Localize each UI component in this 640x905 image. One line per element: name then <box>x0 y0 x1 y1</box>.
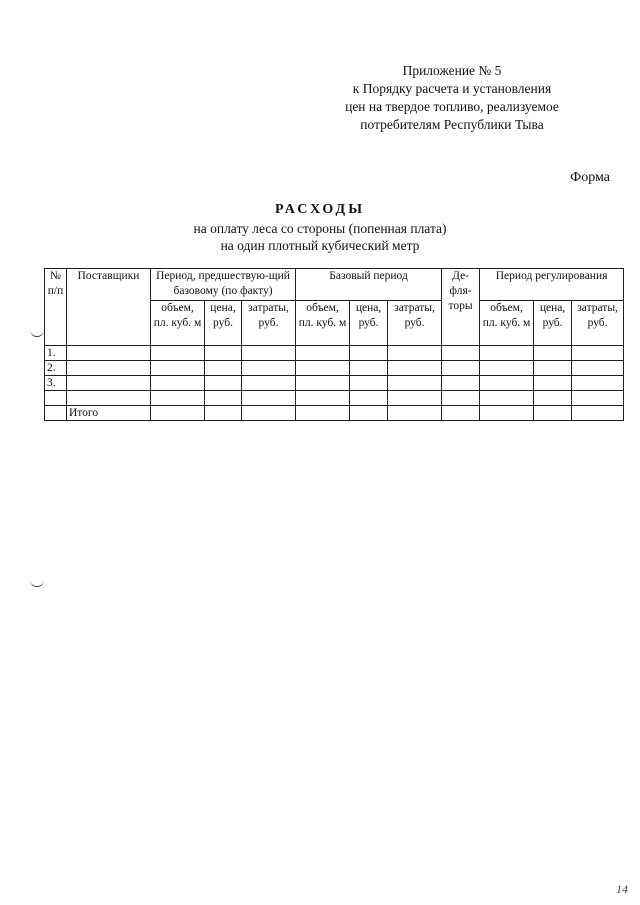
subheader-base-price: цена, руб. <box>350 301 388 346</box>
subtitle-line-2: на один плотный кубический метр <box>220 238 420 253</box>
table-cell <box>350 376 388 391</box>
table-row <box>45 346 624 361</box>
subheader-base-volume: объем, пл. куб. м <box>296 301 350 346</box>
header-suppliers: Поставщики <box>67 269 151 346</box>
table-cell <box>534 346 572 361</box>
table-cell <box>350 361 388 376</box>
table-cell <box>242 391 296 406</box>
subheader-prev-price: цена, руб. <box>205 301 242 346</box>
table-cell <box>242 361 296 376</box>
table-cell <box>442 361 480 376</box>
appendix-note <box>302 62 602 134</box>
appendix-line-2: к Порядку расчета и установления <box>352 81 552 96</box>
subheader-base-cost: затраты, руб. <box>388 301 442 346</box>
row-num <box>45 406 67 421</box>
table-cell <box>480 376 534 391</box>
header-period-base: Базовый период <box>296 269 442 301</box>
table-cell <box>242 346 296 361</box>
binding-hole-mark <box>30 578 44 587</box>
table-cell <box>534 406 572 421</box>
subheader-reg-cost: затраты, руб. <box>572 301 624 346</box>
table-cell <box>151 346 205 361</box>
table-cell <box>442 346 480 361</box>
document-subtitle <box>0 220 640 254</box>
table-cell <box>572 391 624 406</box>
appendix-line-4: потребителям Республики Тыва <box>360 117 544 132</box>
table-row-total <box>45 406 624 421</box>
table-cell <box>205 391 242 406</box>
table-cell <box>388 406 442 421</box>
header-period-reg: Период регулирования <box>480 269 624 301</box>
expenses-table <box>44 268 624 421</box>
table-cell <box>480 361 534 376</box>
row-supplier <box>67 391 151 406</box>
header-row-1 <box>45 269 624 301</box>
appendix-line-1: Приложение № 5 <box>402 63 502 78</box>
table-cell <box>572 346 624 361</box>
table-cell <box>534 391 572 406</box>
table-cell <box>296 376 350 391</box>
subheader-reg-volume: объем, пл. куб. м <box>480 301 534 346</box>
table-cell <box>350 406 388 421</box>
table-cell <box>442 406 480 421</box>
header-deflators: Де-фля-торы <box>442 269 480 346</box>
table-cell <box>480 346 534 361</box>
row-supplier <box>67 376 151 391</box>
table-cell <box>442 376 480 391</box>
table-cell <box>350 346 388 361</box>
table-cell <box>388 346 442 361</box>
row-total-label: Итого <box>67 406 151 421</box>
table-cell <box>388 391 442 406</box>
header-period-prev: Период, предшествую-щий базовому (по факту) <box>151 269 296 301</box>
row-num <box>45 391 67 406</box>
table-cell <box>205 361 242 376</box>
subheader-prev-cost: затраты, руб. <box>242 301 296 346</box>
table-cell <box>296 346 350 361</box>
table-cell <box>534 376 572 391</box>
table-cell <box>205 406 242 421</box>
table-cell <box>572 406 624 421</box>
form-label: Форма <box>570 170 610 185</box>
table-cell <box>296 406 350 421</box>
header-num: № п/п <box>45 269 67 346</box>
table-cell <box>151 391 205 406</box>
table-cell <box>572 376 624 391</box>
row-num: 1. <box>45 346 67 361</box>
table-row <box>45 361 624 376</box>
table-cell <box>296 361 350 376</box>
table-cell <box>480 406 534 421</box>
table-cell <box>388 361 442 376</box>
row-num: 3. <box>45 376 67 391</box>
table-cell <box>480 391 534 406</box>
row-num: 2. <box>45 361 67 376</box>
table-row <box>45 391 624 406</box>
subheader-reg-price: цена, руб. <box>534 301 572 346</box>
table-cell <box>572 361 624 376</box>
document-title: РАСХОДЫ <box>275 202 365 217</box>
page-number: 14 <box>616 882 628 896</box>
binding-hole-mark <box>30 328 44 337</box>
table-cell <box>205 346 242 361</box>
table-cell <box>296 391 350 406</box>
table-cell <box>151 406 205 421</box>
appendix-line-3: цен на твердое топливо, реализуемое <box>345 99 559 114</box>
table-cell <box>388 376 442 391</box>
table-cell <box>534 361 572 376</box>
table-cell <box>242 376 296 391</box>
table-cell <box>151 361 205 376</box>
table-cell <box>242 406 296 421</box>
row-supplier <box>67 361 151 376</box>
table-cell <box>442 391 480 406</box>
subtitle-line-1: на оплату леса со стороны (попенная плата) <box>193 221 447 236</box>
row-supplier <box>67 346 151 361</box>
table-cell <box>151 376 205 391</box>
table-cell <box>350 391 388 406</box>
subheader-prev-volume: объем, пл. куб. м <box>151 301 205 346</box>
table-cell <box>205 376 242 391</box>
table-row <box>45 376 624 391</box>
